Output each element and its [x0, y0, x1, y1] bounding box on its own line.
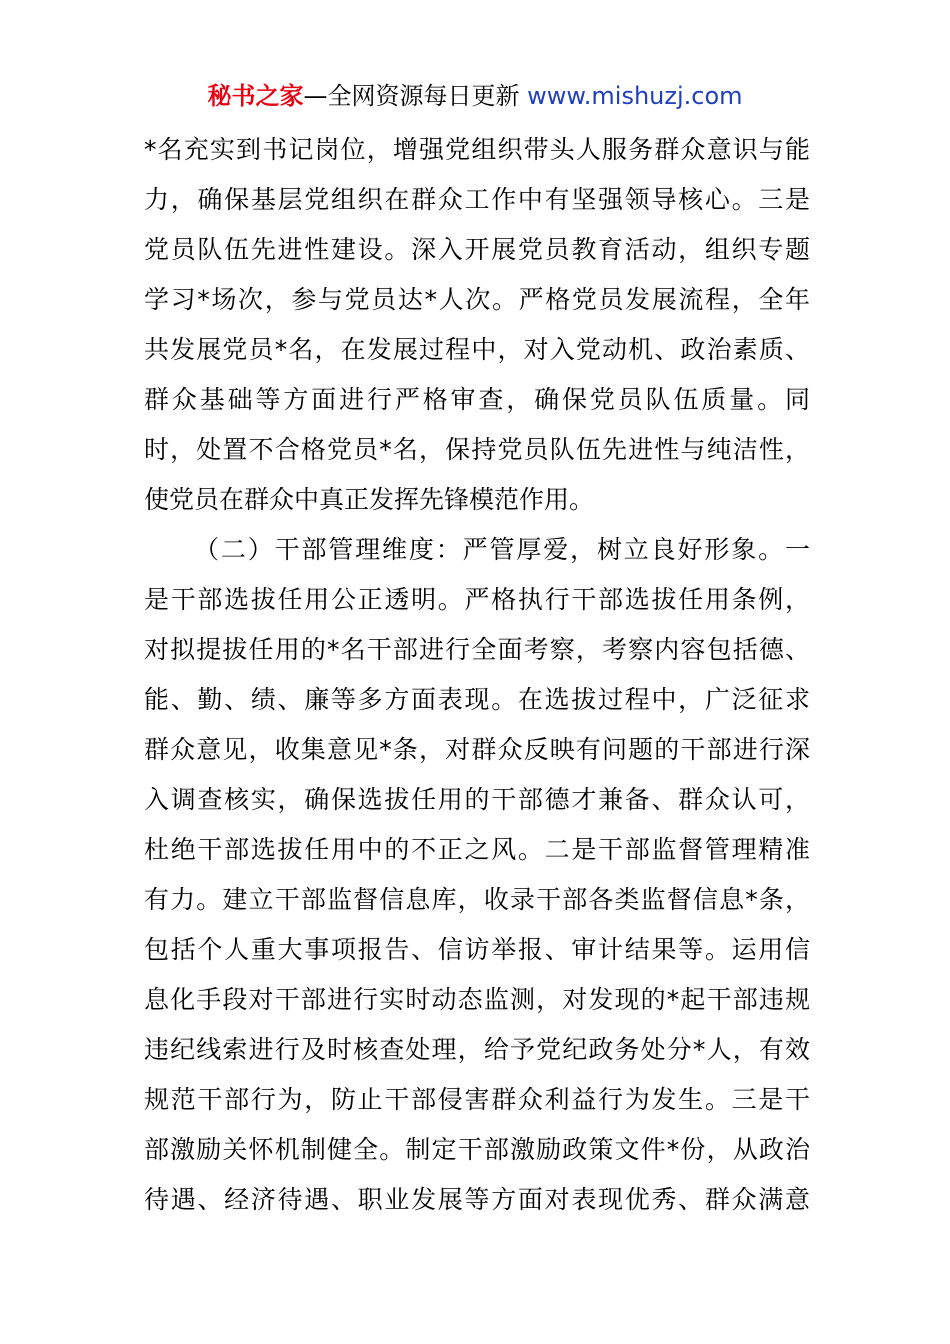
section-heading-line: （二）干部管理维度：严管厚爱，树立良好形象。一	[194, 535, 810, 564]
text-line: 有力。建立干部监督信息库，收录干部各类监督信息*条，	[144, 885, 810, 914]
text-line: 学习*场次，参与党员达*人次。严格党员发展流程，全年	[144, 285, 810, 314]
text-line: 规范干部行为，防止干部侵害群众利益行为发生。三是干	[144, 1085, 810, 1114]
text-line: 杜绝干部选拔任用中的不正之风。二是干部监督管理精准	[144, 835, 810, 864]
text-line: 使党员在群众中真正发挥先锋模范作用。	[144, 485, 595, 514]
text-line: 包括个人重大事项报告、信访举报、审计结果等。运用信	[144, 935, 810, 964]
header-url-link[interactable]: www.mishuzj.com	[519, 82, 743, 110]
text-line: 违纪线索进行及时核查处理，给予党纪政务处分*人，有效	[144, 1035, 810, 1064]
text-line: 力，确保基层党组织在群众工作中有坚强领导核心。三是	[144, 185, 810, 214]
text-line: 是干部选拔任用公正透明。严格执行干部选拔任用条例，	[144, 585, 810, 614]
text-line: *名充实到书记岗位，增强党组织带头人服务群众意识与能	[144, 135, 810, 164]
text-line: 时，处置不合格党员*名，保持党员队伍先进性与纯洁性，	[144, 435, 810, 464]
text-line: 共发展党员*名，在发展过程中，对入党动机、政治素质、	[144, 335, 810, 364]
text-line: 群众意见，收集意见*条，对群众反映有问题的干部进行深	[144, 735, 810, 764]
header-slogan: —全网资源每日更新	[303, 82, 520, 110]
text-line: 对拟提拔任用的*名干部进行全面考察，考察内容包括德、	[144, 635, 810, 664]
header-brand: 秘书之家	[207, 82, 304, 110]
text-line: 入调查核实，确保选拔任用的干部德才兼备、群众认可，	[144, 785, 810, 814]
text-line: 待遇、经济待遇、职业发展等方面对表现优秀、群众满意	[144, 1185, 810, 1214]
page-header	[0, 80, 950, 112]
text-line: 部激励关怀机制健全。制定干部激励政策文件*份，从政治	[144, 1135, 810, 1164]
text-line: 党员队伍先进性建设。深入开展党员教育活动，组织专题	[144, 235, 810, 264]
text-line: 息化手段对干部进行实时动态监测，对发现的*起干部违规	[144, 985, 810, 1014]
text-line: 能、勤、绩、廉等多方面表现。在选拔过程中，广泛征求	[144, 685, 810, 714]
document-body	[144, 125, 810, 1225]
text-line: 群众基础等方面进行严格审查，确保党员队伍质量。同	[144, 385, 810, 414]
